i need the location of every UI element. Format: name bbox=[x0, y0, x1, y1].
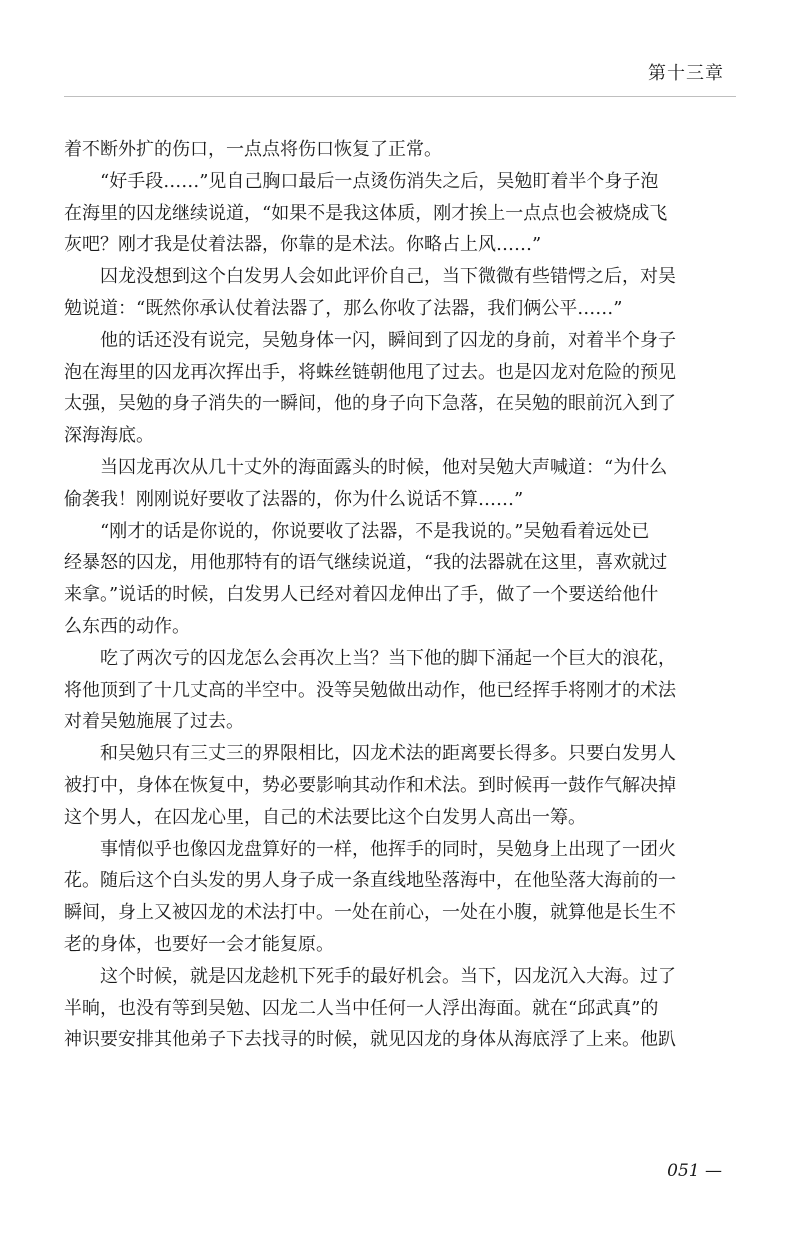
text-line: 对着吴勉施展了过去。 bbox=[64, 711, 244, 733]
text-line: 灰吧？刚才我是仗着法器，你靠的是术法。你略占上风……” bbox=[64, 234, 542, 256]
text-line: 泡在海里的囚龙再次挥出手，将蛛丝链朝他甩了过去。也是囚龙对危险的预见 bbox=[64, 361, 676, 383]
text-line: 太强，吴勉的身子消失的一瞬间，他的身子向下急落，在吴勉的眼前沉入到了 bbox=[64, 393, 676, 415]
text-line: 花。随后这个白头发的男人身子成一条直线地坠落海中，在他坠落大海前的一 bbox=[64, 870, 676, 892]
text-line: 事情似乎也像囚龙盘算好的一样，他挥手的同时，吴勉身上出现了一团火 bbox=[100, 838, 676, 860]
text-line: 勉说道：“既然你承认仗着法器了，那么你收了法器，我们俩公平……” bbox=[64, 297, 623, 319]
text-line: 囚龙没想到这个白发男人会如此评价自己，当下微微有些错愕之后，对吴 bbox=[100, 266, 676, 288]
text-line: 深海海底。 bbox=[64, 425, 154, 447]
text-line: 神识要安排其他弟子下去找寻的时候，就见囚龙的身体从海底浮了上来。他趴 bbox=[64, 1029, 676, 1051]
text-line: 半晌，也没有等到吴勉、囚龙二人当中任何一人浮出海面。就在“邱武真”的 bbox=[64, 997, 659, 1019]
text-line: 么东西的动作。 bbox=[64, 615, 190, 637]
text-line: 来拿。”说话的时候，白发男人已经对着囚龙伸出了手，做了一个要送给他什 bbox=[64, 584, 659, 606]
text-line: “刚才的话是你说的，你说要收了法器，不是我说的。”吴勉看着远处已 bbox=[100, 520, 650, 542]
text-line: 被打中，身体在恢复中，势必要影响其动作和术法。到时候再一鼓作气解决掉 bbox=[64, 774, 676, 796]
body-text bbox=[64, 134, 736, 1056]
text-line: 当囚龙再次从几十丈外的海面露头的时候，他对吴勉大声喊道：“为什么 bbox=[100, 456, 668, 478]
text-line: 吃了两次亏的囚龙怎么会再次上当？当下他的脚下涌起一个巨大的浪花， bbox=[100, 647, 676, 669]
text-line: 这个时候，就是囚龙趁机下死手的最好机会。当下，囚龙沉入大海。过了 bbox=[100, 965, 676, 987]
text-line: 经暴怒的囚龙，用他那特有的语气继续说道，“我的法器就在这里，喜欢就过 bbox=[64, 552, 668, 574]
text-line: 和吴勉只有三丈三的界限相比，囚龙术法的距离要长得多。只要白发男人 bbox=[100, 743, 676, 765]
text-line: 将他顶到了十几丈高的半空中。没等吴勉做出动作，他已经挥手将刚才的术法 bbox=[64, 679, 676, 701]
header-divider bbox=[64, 96, 736, 97]
text-line: 在海里的囚龙继续说道，“如果不是我这体质，刚才挨上一点点也会被烧成飞 bbox=[64, 202, 668, 224]
text-line: 偷袭我！刚刚说好要收了法器的，你为什么说话不算……” bbox=[64, 488, 524, 510]
text-line: 老的身体，也要好一会才能复原。 bbox=[64, 933, 334, 955]
text-line: 这个男人，在囚龙心里，自己的术法要比这个白发男人高出一筹。 bbox=[64, 806, 586, 828]
text-line: “好手段……”见自己胸口最后一点烫伤消失之后，吴勉盯着半个身子泡 bbox=[100, 170, 659, 192]
running-head-chapter-title: 第十三章 bbox=[648, 63, 724, 84]
text-line: 瞬间，身上又被囚龙的术法打中。一处在前心，一处在小腹，就算他是长生不 bbox=[64, 902, 676, 924]
page-number: 051 — bbox=[667, 1161, 722, 1181]
text-line: 着不断外扩的伤口，一点点将伤口恢复了正常。 bbox=[64, 139, 442, 160]
text-line: 他的话还没有说完，吴勉身体一闪，瞬间到了囚龙的身前，对着半个身子 bbox=[100, 329, 676, 351]
